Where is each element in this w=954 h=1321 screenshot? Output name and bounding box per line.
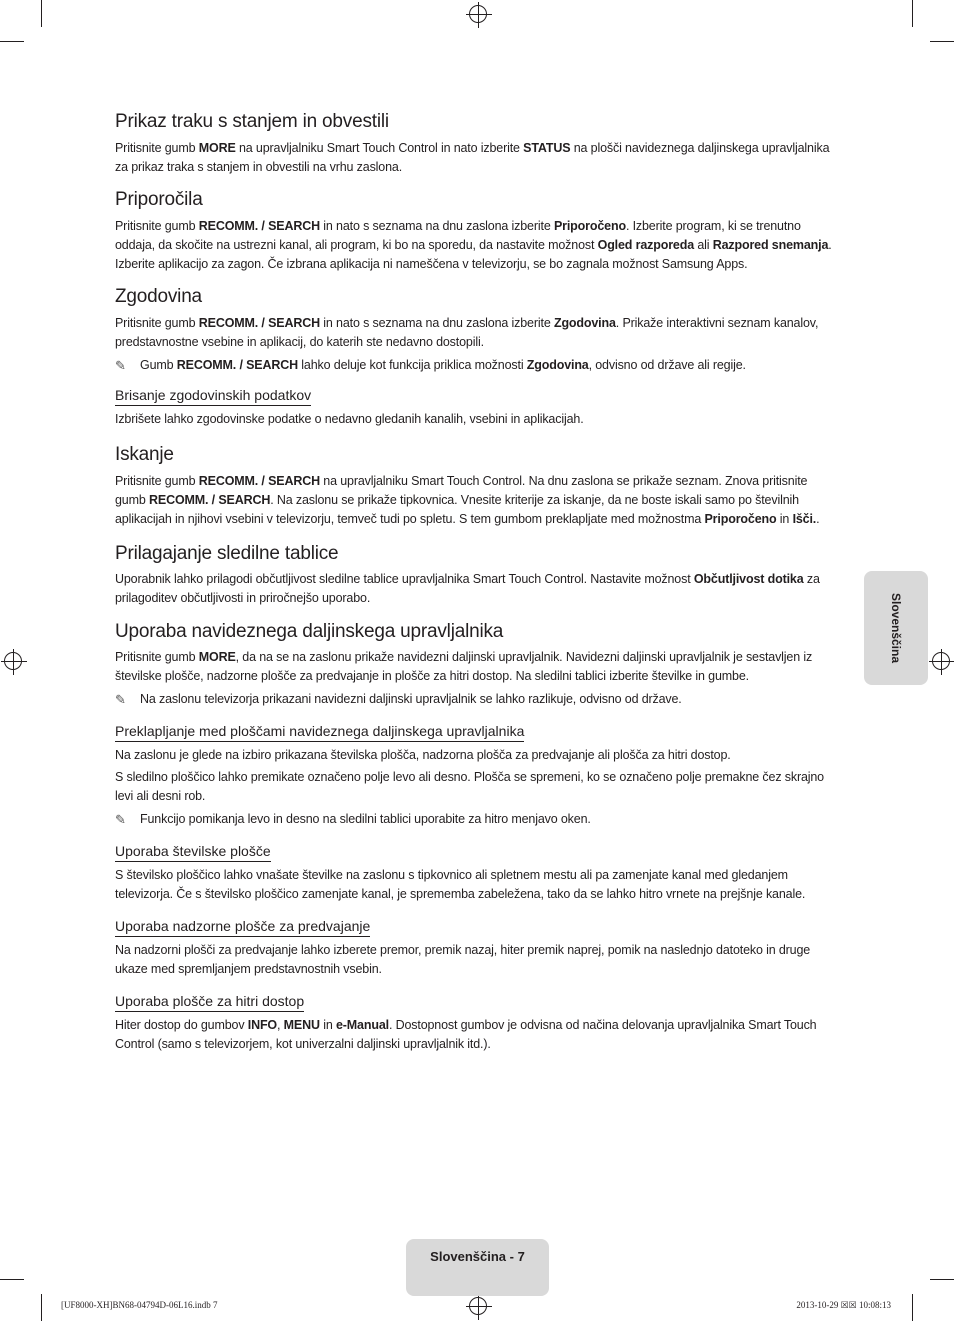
paragraph: Na zaslonu je glede na izbiro prikazana številska plošča, nadzorna plošča za predvajanje ali plošča za hitri dostop. [115, 748, 731, 762]
language-side-tab [864, 571, 928, 685]
language-side-tab-label: Slovenščina [889, 592, 903, 664]
crop-mark [41, 1294, 42, 1321]
note: ✎ Gumb RECOMM. / SEARCH lahko deluje kot funkcija priklica možnosti Zgodovina, odvisno od države ali regije. [115, 358, 746, 373]
page-number-label: Slovenščina - 7 [430, 1249, 525, 1264]
crop-mark [0, 1279, 24, 1280]
paragraph: Pritisnite gumb MORE, da na se na zaslonu prikaže navidezni daljinski upravljalnik. Navidezni daljinski upravljalnik je sestavljen iz številske plošče, nadzorne plošče za predvajanje in plošče za hitri dostop. Na sledilni tablici izberite številke in gumbe. [115, 650, 813, 683]
pencil-note-icon: ✎ [115, 812, 126, 827]
footer-timestamp: 2013-10-29 ☒☒ 10:08:13 [796, 1300, 891, 1310]
subsection-title: Uporaba številske plošče [115, 842, 271, 862]
note: ✎ Na zaslonu televizorja prikazani navidezni daljinski upravljalnik se lahko razlikuje, odvisno od države. [115, 692, 682, 707]
paragraph: Pritisnite gumb RECOMM. / SEARCH in nato s seznama na dnu zaslona izberite Zgodovina. Prikaže interaktivni seznam kanalov, predstavnostne vsebine in aplikacij, do katerih ste nedavno dostopili. [115, 316, 819, 349]
registration-mark-icon [4, 652, 22, 670]
crop-mark [0, 41, 24, 42]
crop-mark [912, 0, 913, 27]
paragraph: S sledilno ploščico lahko premikate označeno polje levo ali desno. Plošča se spremeni, ko se označeno polje premakne čez skrajno levi ali desni rob. [115, 770, 824, 803]
section-title: Priporočila [115, 189, 203, 210]
crop-mark [41, 0, 42, 27]
section-title: Prikaz traku s stanjem in obvestili [115, 111, 389, 132]
page-content [115, 110, 837, 1054]
subsection-title: Preklapljanje med ploščami navideznega daljinskega upravljalnika [115, 722, 524, 742]
section-title: Zgodovina [115, 286, 202, 307]
paragraph: Pritisnite gumb RECOMM. / SEARCH in nato s seznama na dnu zaslona izberite Priporočeno. Izberite program, ki se trenutno oddaja, da skočite na ustrezni kanal, ali program, ki bo na sporedu, da nastavite možnost Ogled razporeda ali Razpored snemanja. Izberite aplikacijo za zagon. Če izbrana aplikacija ni nameščena v televizorju, se bo zagnala možnost Samsung Apps. [115, 219, 832, 271]
pencil-note-icon: ✎ [115, 358, 126, 373]
subsection-title: Brisanje zgodovinskih podatkov [115, 386, 311, 406]
crop-mark [930, 1279, 954, 1280]
section-title: Prilagajanje sledilne tablice [115, 543, 339, 564]
paragraph: Izbrišete lahko zgodovinske podatke o nedavno gledanih kanalih, vsebini in aplikacijah. [115, 412, 584, 426]
crop-mark [912, 1294, 913, 1321]
paragraph: Na nadzorni plošči za predvajanje lahko izberete premor, premik nazaj, hiter premik naprej, pomik na naslednjo datoteko in druge ukaze med spremljanjem predstavnostnih vsebin. [115, 943, 811, 976]
registration-mark-icon [932, 652, 950, 670]
subsection-title: Uporaba plošče za hitri dostop [115, 992, 304, 1012]
crop-mark [930, 41, 954, 42]
registration-mark-icon [469, 1297, 487, 1315]
subsection-title: Uporaba nadzorne plošče za predvajanje [115, 917, 370, 937]
paragraph: Pritisnite gumb RECOMM. / SEARCH na upravljalniku Smart Touch Control. Na dnu zaslona se prikaže seznam. Znova pritisnite gumb RECOMM. / SEARCH. Na zaslonu se prikaže tipkovnica. Vnesite kriterije za iskanje, da ne boste iskali samo po številnih aplikacijah in njihovi vsebini v televizorju, temveč tudi po spletu. S tem gumbom preklapljate med možnostma Priporočeno in Išči.. [115, 474, 820, 526]
pencil-note-icon: ✎ [115, 692, 126, 707]
page-number-tab [406, 1239, 549, 1296]
note: ✎ Funkcijo pomikanja levo in desno na sledilni tablici uporabite za hitro menjavo oken. [115, 812, 591, 827]
section-title: Uporaba navideznega daljinskega upravljalnika [115, 621, 504, 642]
section-title: Iskanje [115, 444, 174, 465]
registration-mark-icon [469, 5, 487, 23]
paragraph: Hiter dostop do gumbov INFO, MENU in e-Manual. Dostopnost gumbov je odvisna od načina delovanja upravljalnika Smart Touch Control (samo s televizorjem, kot univerzalni daljinski upravljalnik itd.). [115, 1018, 817, 1051]
paragraph: Uporabnik lahko prilagodi občutljivost sledilne tablice upravljalnika Smart Touch Control. Nastavite možnost Občutljivost dotika za prilagoditev občutljivosti in priročnejšo uporabo. [115, 572, 820, 605]
paragraph: S številsko ploščico lahko vnašate številke na zaslonu s tipkovnico ali spletnem mestu ali pa zamenjate kanal med gledanjem televizorja. Če s številsko ploščico zamenjate kanal, je sprememba zabeležena, tako da se lahko hitro vrnete na prejšnje kanale. [115, 868, 806, 901]
footer-file-info: [UF8000-XH]BN68-04794D-06L16.indb 7 [61, 1300, 218, 1310]
paragraph: Pritisnite gumb MORE na upravljalniku Smart Touch Control in nato izberite STATUS na plošči navideznega daljinskega upravljalnika za prikaz traka s stanjem in obvestili na vrhu zaslona. [115, 141, 830, 174]
